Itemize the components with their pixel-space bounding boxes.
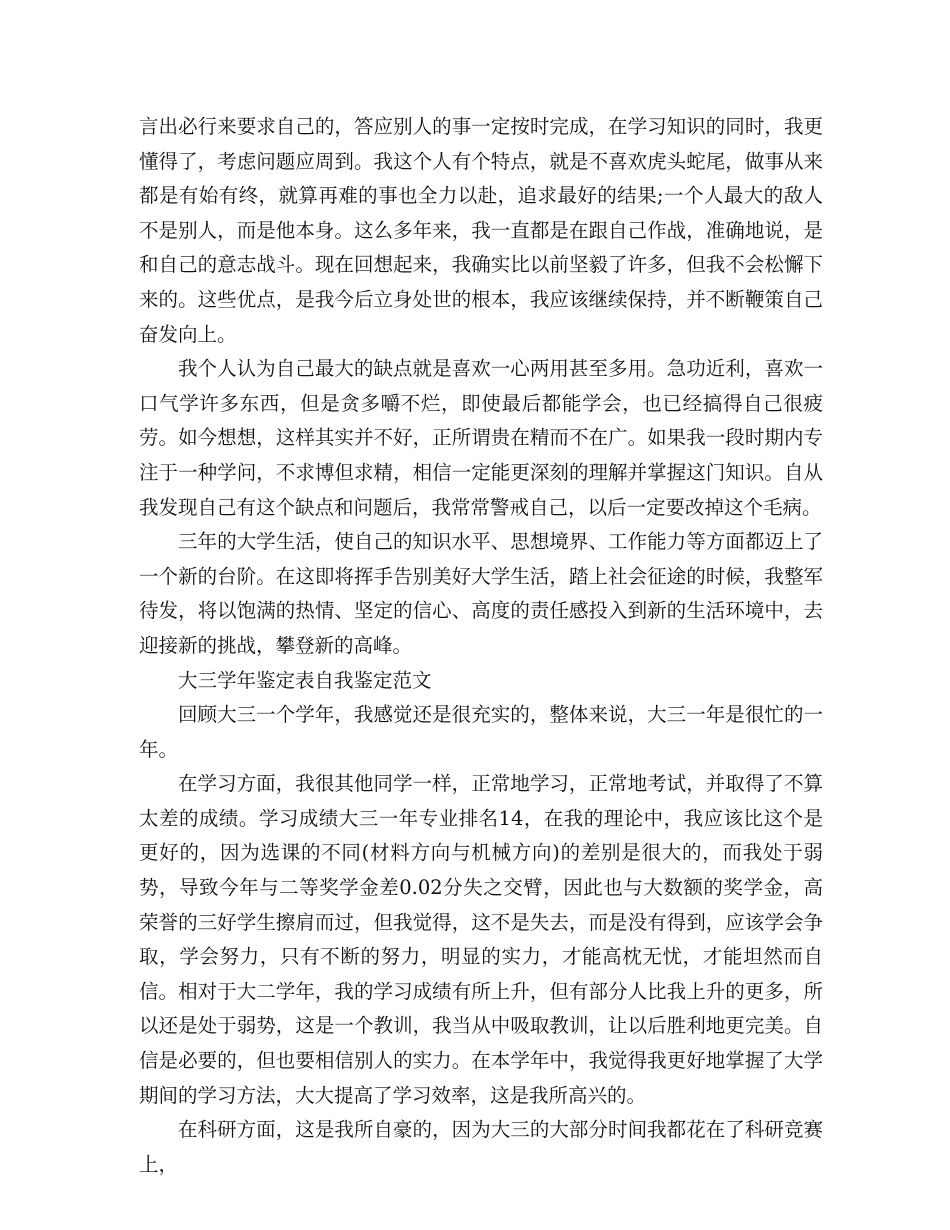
paragraph-shortcomings: 我个人认为自己最大的缺点就是喜欢一心两用甚至多用。急功近利，喜欢一口气学许多东西，但是贪多嚼不烂，即使最后都能学会，也已经搞得自己很疲劳。如今想想，这样其实并不好，正所谓贵在精而不在广。如果我一段时期内专注于一种学问，不求博但求精，相信一定能更深刻的理解并掌握这门知识。自从我发现自己有这个缺点和问题后，我常常警戒自己，以后一定要改掉这个毛病。 [139,357,823,519]
paragraph-continuation: 言出必行来要求自己的，答应别人的事一定按时完成，在学习知识的同时，我更懂得了，考虑问题应周到。我这个人有个特点，就是不喜欢虎头蛇尾，做事从来都是有始有终，就算再难的事也全力以赴，追求最好的结果;一个人最大的敌人不是别人，而是他本身。这么多年来，我一直都是在跟自己作战，准确地说，是和自己的意志战斗。现在回想起来，我确实比以前坚毅了许多，但我不会松懈下来的。这些优点，是我今后立身处世的根本，我应该继续保持，并不断鞭策自己奋发向上。 [139,115,823,346]
paragraph-three-years: 三年的大学生活，使自己的知识水平、思想境界、工作能力等方面都迈上了一个新的台阶。在这即将挥手告别美好大学生活，踏上社会征途的时候，我整军待发，将以饱满的热情、坚定的信心、高度的责任感投入到新的生活环境中，去迎接新的挑战，攀登新的高峰。 [139,530,823,657]
section-heading: 大三学年鉴定表自我鉴定范文 [178,668,432,692]
paragraph-research: 在科研方面，这是我所自豪的，因为大三的大部分时间我都花在了科研竞赛上， [139,1118,823,1176]
paragraph-study: 在学习方面，我很其他同学一样，正常地学习，正常地考试，并取得了不算太差的成绩。学习成绩大三一年专业排名14，在我的理论中，我应该比这个是更好的，因为选课的不同(材料方向与机械方向)的差别是很大的，而我处于弱势，导致今年与二等奖学金差0.02分失之交臂，因此也与大数额的奖学金，高荣誉的三好学生擦肩而过，但我觉得，这不是失去，而是没有得到，应该学会争取，学会努力，只有不断的努力，明显的实力，才能高枕无忧，才能坦然而自信。相对于大二学年，我的学习成绩有所上升，但有部分人比我上升的更多，所以还是处于弱势，这是一个教训，我当从中吸取教训，让以后胜利地更完美。自信是必要的，但也要相信别人的实力。在本学年中，我觉得我更好地掌握了大学期间的学习方法，大大提高了学习效率，这是我所高兴的。 [139,772,823,1107]
document-body [139,110,823,1182]
paragraph-review: 回顾大三一个学年，我感觉还是很充实的，整体来说，大三一年是很忙的一年。 [139,703,823,761]
